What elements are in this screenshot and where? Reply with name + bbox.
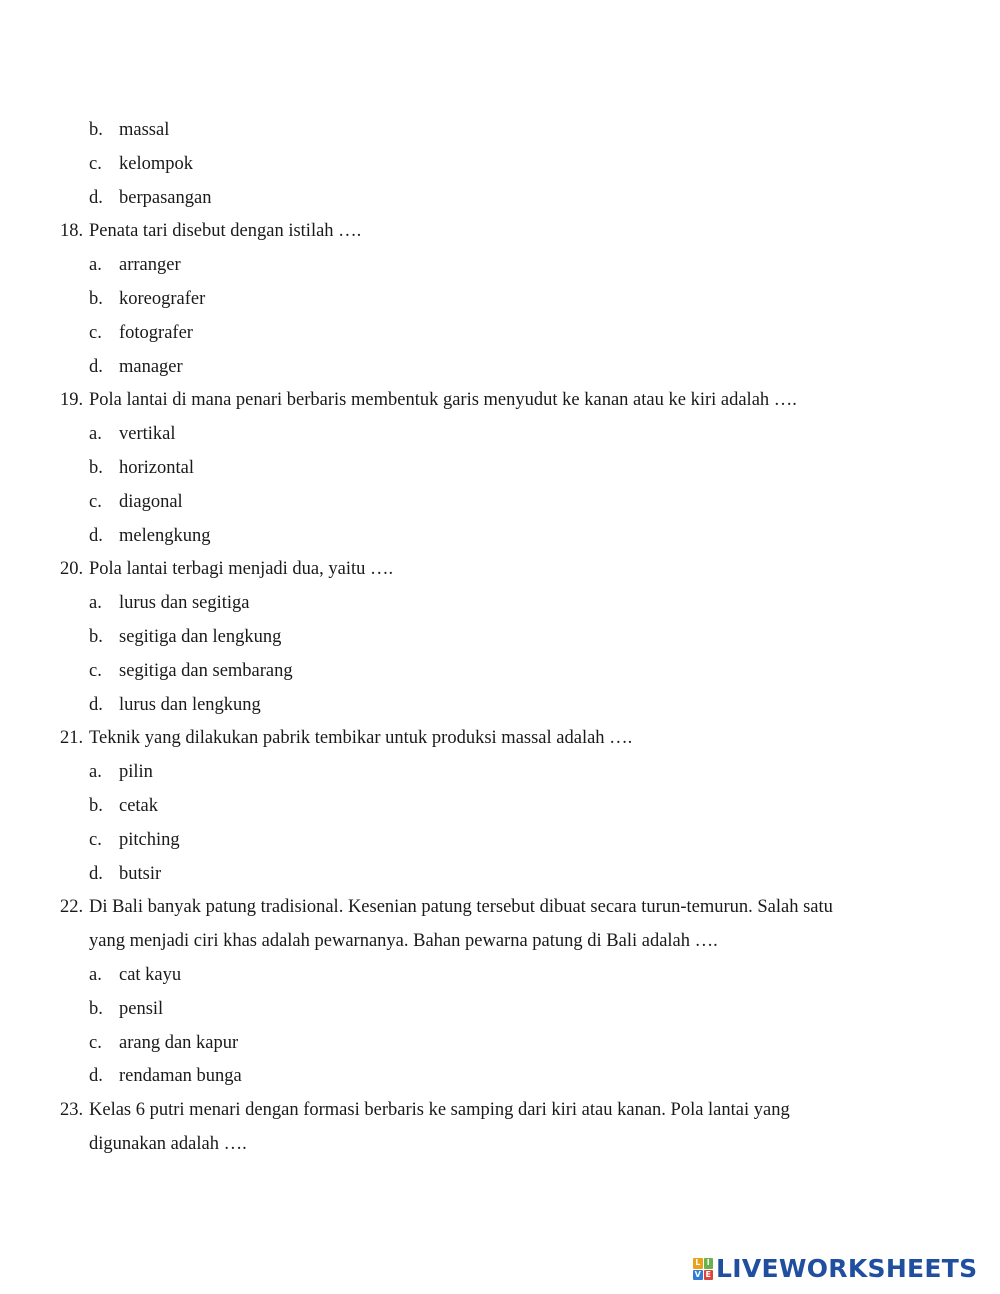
option-text: massal bbox=[119, 120, 170, 140]
option-text: koreografer bbox=[119, 289, 206, 309]
option-letter: c. bbox=[89, 153, 102, 174]
question-number: 18. bbox=[60, 221, 84, 242]
option-letter: b. bbox=[89, 796, 103, 816]
option-letter: b. bbox=[89, 120, 103, 140]
option-text: vertikal bbox=[119, 424, 176, 445]
question-text: Kelas 6 putri menari dengan formasi berbaris ke samping dari kiri atau kanan. Pola lantai yang bbox=[89, 1100, 790, 1121]
option-letter: a. bbox=[89, 762, 102, 783]
logo-grid-cell: L bbox=[693, 1258, 703, 1269]
logo-text: LIVEWORKSHEETS bbox=[716, 1254, 978, 1283]
question-text: Penata tari disebut dengan istilah …. bbox=[89, 221, 362, 242]
option-text: rendaman bunga bbox=[119, 1066, 242, 1087]
option-text: diagonal bbox=[119, 491, 183, 512]
option-letter: b. bbox=[89, 998, 103, 1019]
option-text: pensil bbox=[119, 998, 164, 1019]
logo-grid-icon bbox=[693, 1258, 713, 1280]
option-letter: d. bbox=[89, 356, 103, 377]
liveworksheets-logo bbox=[693, 1256, 977, 1282]
option-text: segitiga dan sembarang bbox=[119, 660, 293, 681]
option-text: arang dan kapur bbox=[119, 1032, 239, 1053]
option-text: manager bbox=[119, 356, 183, 377]
option-letter: d. bbox=[89, 863, 103, 884]
option-letter: a. bbox=[89, 424, 102, 445]
option-text: segitiga dan lengkung bbox=[119, 627, 282, 647]
option-letter: d. bbox=[89, 525, 103, 546]
question-number: 21. bbox=[60, 728, 84, 749]
option-text: melengkung bbox=[119, 525, 211, 546]
question-text: digunakan adalah …. bbox=[89, 1134, 247, 1154]
option-letter: d. bbox=[89, 187, 103, 208]
option-text: horizontal bbox=[119, 458, 195, 478]
question-number: 20. bbox=[60, 559, 84, 580]
option-letter: d. bbox=[89, 694, 103, 715]
question-number: 22. bbox=[60, 897, 84, 918]
option-text: pilin bbox=[119, 762, 153, 783]
option-letter: c. bbox=[89, 491, 102, 512]
option-text: berpasangan bbox=[119, 187, 212, 208]
question-number: 19. bbox=[60, 390, 84, 411]
option-letter: c. bbox=[89, 829, 102, 850]
question-text: Teknik yang dilakukan pabrik tembikar untuk produksi massal adalah …. bbox=[89, 728, 633, 749]
option-letter: b. bbox=[89, 289, 103, 309]
option-text: arranger bbox=[119, 255, 181, 276]
question-text: Pola lantai terbagi menjadi dua, yaitu …. bbox=[89, 559, 394, 580]
option-letter: a. bbox=[89, 255, 102, 276]
option-text: cetak bbox=[119, 796, 159, 816]
logo-grid-cell: E bbox=[704, 1270, 714, 1281]
option-text: butsir bbox=[119, 863, 162, 884]
logo-grid-cell: V bbox=[694, 1269, 701, 1279]
option-letter: a. bbox=[89, 965, 102, 985]
question-number: 23. bbox=[60, 1100, 84, 1121]
option-letter: a. bbox=[89, 593, 102, 614]
option-text: lurus dan lengkung bbox=[119, 694, 261, 715]
question-text: Di Bali banyak patung tradisional. Kesenian patung tersebut dibuat secara turun-temurun. Salah satu bbox=[89, 897, 833, 918]
option-text: kelompok bbox=[119, 153, 193, 174]
option-letter: d. bbox=[89, 1066, 103, 1087]
question-text: yang menjadi ciri khas adalah pewarnanya. Bahan pewarna patung di Bali adalah …. bbox=[89, 931, 718, 952]
logo-grid-cell: I bbox=[704, 1258, 714, 1269]
option-letter: b. bbox=[89, 627, 103, 647]
option-letter: c. bbox=[89, 660, 102, 681]
option-letter: b. bbox=[89, 458, 103, 478]
option-letter: c. bbox=[89, 1032, 102, 1053]
question-text: Pola lantai di mana penari berbaris membentuk garis menyudut ke kanan atau ke kiri adalah …. bbox=[89, 390, 797, 411]
option-letter: c. bbox=[89, 322, 102, 343]
option-text: pitching bbox=[119, 829, 180, 850]
option-text: cat kayu bbox=[119, 965, 182, 985]
option-text: lurus dan segitiga bbox=[119, 593, 250, 614]
option-text: fotografer bbox=[119, 322, 193, 343]
